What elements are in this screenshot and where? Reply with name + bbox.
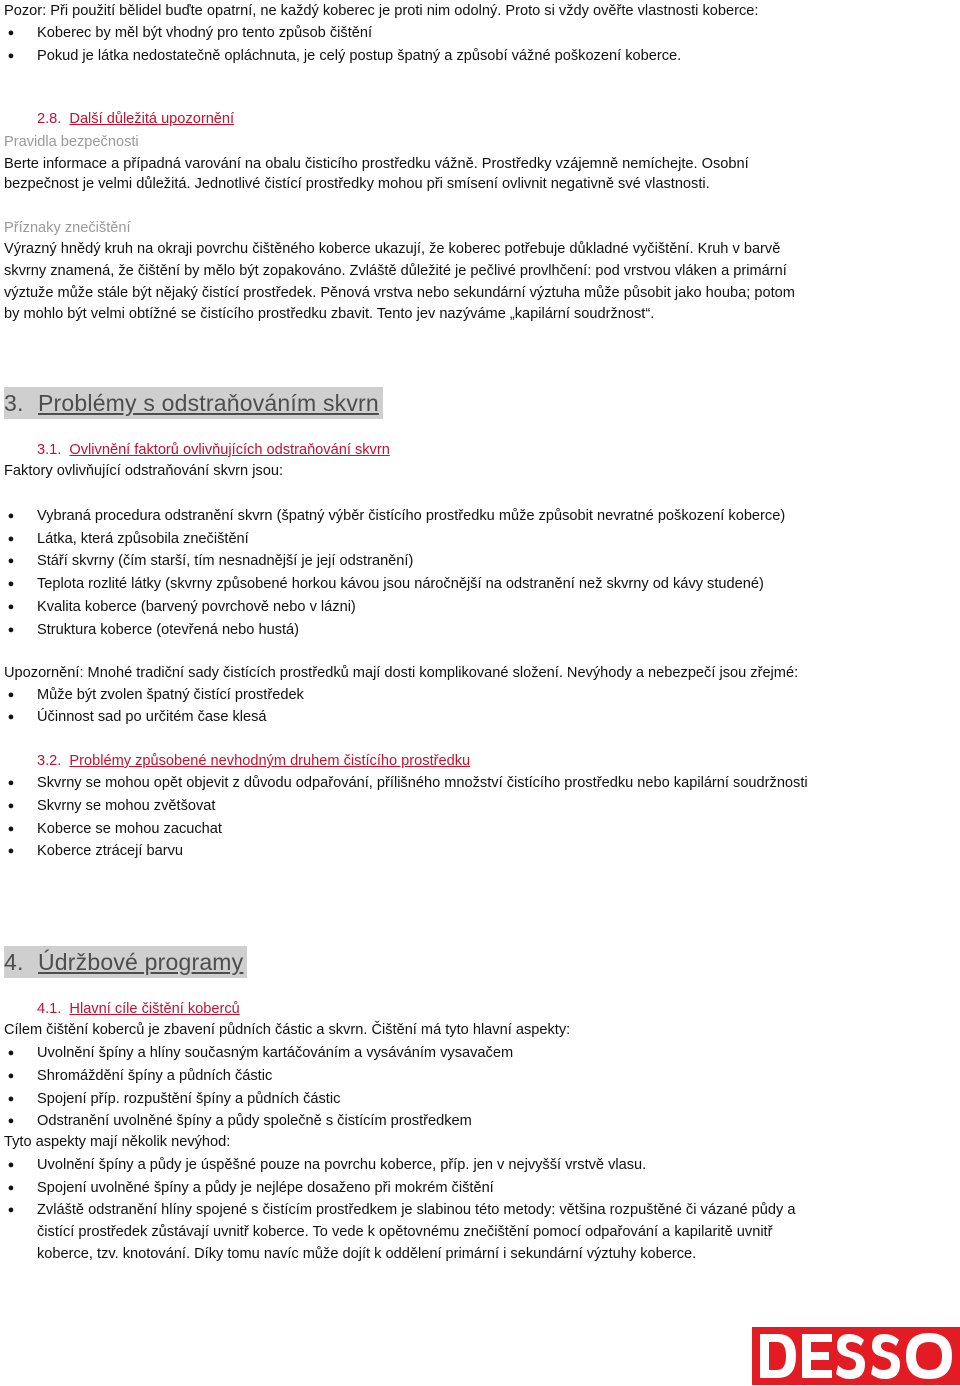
bullet-icon: ● (7, 689, 15, 701)
chapter-heading-4: 4. Údržbové programy (4, 946, 247, 978)
desso-logo (752, 1327, 960, 1385)
paragraph-line: bezpečnost je velmi důležitá. Jednotlivé čistící prostředky mohou při smísení ovlivnit negativně své vlastnosti. (4, 176, 710, 192)
bullet-icon: ● (7, 800, 15, 812)
section-heading-2-8: 2.8. Další důležitá upozornění (37, 111, 235, 127)
bullet-icon: ● (7, 533, 15, 545)
bullet-icon: ● (7, 50, 15, 62)
bullet-icon: ● (7, 555, 15, 567)
warning-paragraph: Upozornění: Mnohé tradiční sady čistících prostředků mají dosti komplikované složení. Nevýhody a nebezpečí jsou zřejmé: (4, 665, 799, 681)
bullet-icon: ● (7, 1204, 15, 1216)
bullet-icon: ● (7, 1093, 15, 1105)
bullet-icon: ● (7, 1159, 15, 1171)
bullet-icon: ● (7, 823, 15, 835)
safety-heading: Pravidla bezpečnosti (4, 134, 139, 150)
section-heading-3-1: 3.1. Ovlivnění faktorů ovlivňujících odstraňování skvrn (37, 442, 390, 458)
paragraph-line: Výrazný hnědý kruh na okraji povrchu čištěného koberce ukazují, že koberec potřebuje důkladné vyčištění. Kruh v barvě (4, 241, 781, 257)
paragraph-line: výztuže může stále být nějaký čistící prostředek. Pěnová vrstva nebo sekundární výztuha může působit jako houba; potom (4, 285, 795, 301)
bullet-icon: ● (7, 1047, 15, 1059)
bullet-icon: ● (7, 27, 15, 39)
bullet-icon: ● (7, 711, 15, 723)
bullet-icon: ● (7, 1182, 15, 1194)
paragraph-line: Cílem čištění koberců je zbavení půdních částic a skvrn. Čištění má tyto hlavní aspekty: (4, 1022, 571, 1038)
section-heading-3-2: 3.2. Problémy způsobené nevhodným druhem čistícího prostředku (37, 753, 471, 769)
bullet-icon: ● (7, 777, 15, 789)
bullet-icon: ● (7, 845, 15, 857)
paragraph-line: Tyto aspekty mají několik nevýhod: (4, 1134, 231, 1150)
signs-heading: Příznaky znečištění (4, 220, 131, 236)
chapter-heading-3: 3. Problémy s odstraňováním skvrn (4, 387, 383, 419)
paragraph-line: Faktory ovlivňující odstraňování skvrn jsou: (4, 463, 284, 479)
bullet-icon: ● (7, 578, 15, 590)
paragraph-line: by mohlo být velmi obtížné se čistícího prostředku zbavit. Tento jev nazýváme „kapilární soudržnost“. (4, 306, 655, 322)
bullet-icon: ● (7, 1115, 15, 1127)
section-heading-4-1: 4.1. Hlavní cíle čištění koberců (37, 1001, 240, 1017)
bullet-icon: ● (7, 510, 15, 522)
paragraph-line: Berte informace a případná varování na obalu čisticího prostředku vážně. Prostředky vzájemně nemíchejte. Osobní (4, 156, 749, 172)
bullet-icon: ● (7, 624, 15, 636)
intro-paragraph: Pozor: Při použití bělidel buďte opatrní, ne každý koberec je proti nim odolný. Proto si vždy ověřte vlastnosti koberce: (4, 3, 759, 19)
bullet-icon: ● (7, 601, 15, 613)
paragraph-line: skvrny znamená, že čištění by mělo být zopakováno. Zvláště důležité je pečlivé provlhčení: pod vrstvou vláken a primární (4, 263, 787, 279)
bullet-icon: ● (7, 1070, 15, 1082)
